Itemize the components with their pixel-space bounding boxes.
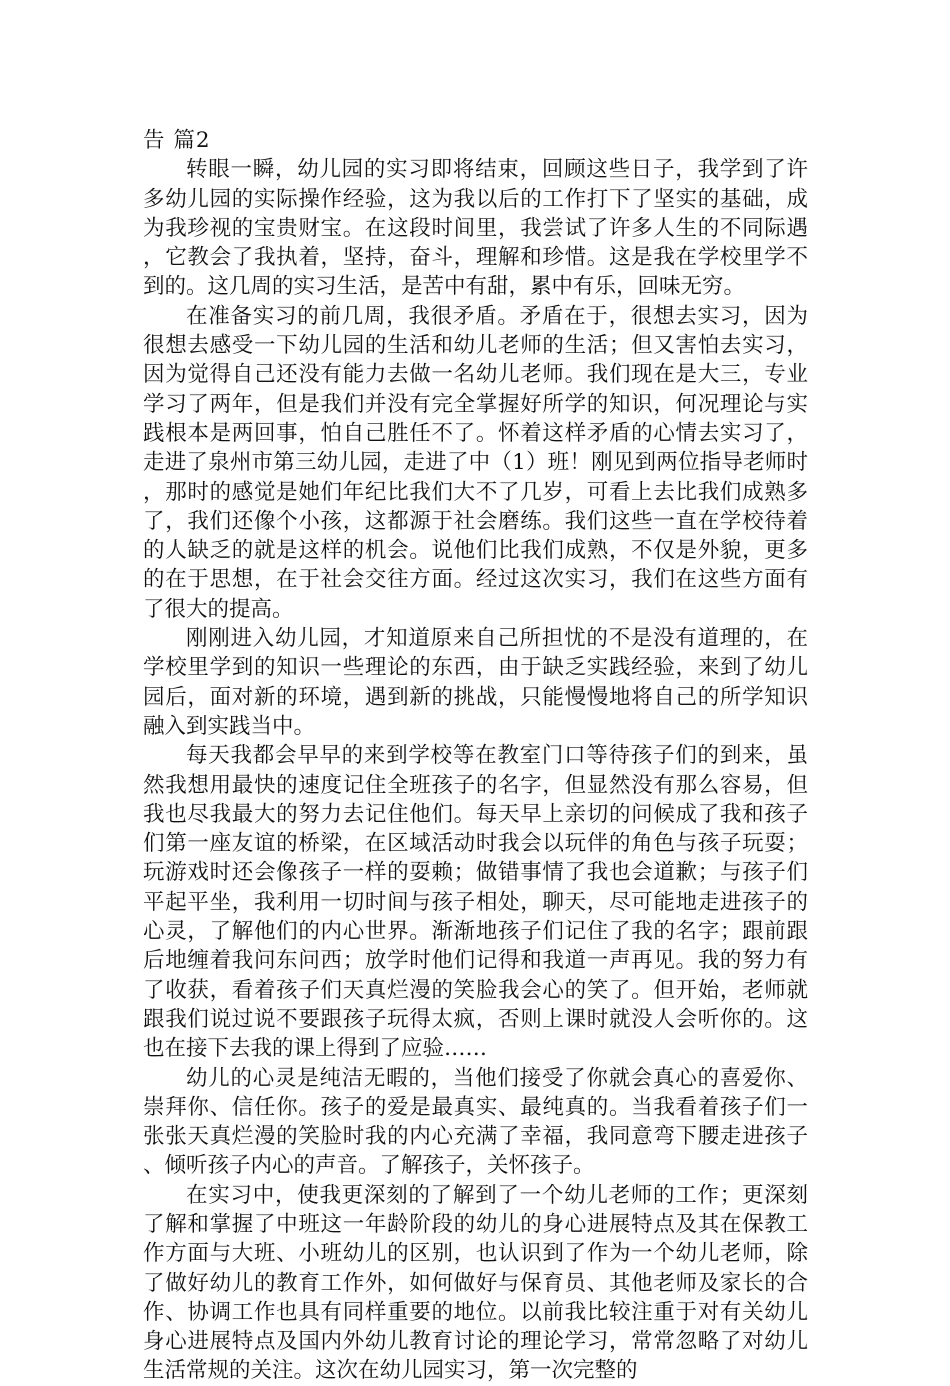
paragraph-5: 幼儿的心灵是纯洁无暇的，当他们接受了你就会真心的喜爱你、崇拜你、信任你。孩子的爱是最真实、最纯真的。当我看着孩子们一张张天真烂漫的笑脸时我的内心充满了幸福，我同意弯下腰走进孩子、倾听孩子内心的声音。了解孩子，关怀孩子。: [143, 1065, 808, 1179]
document-page: [143, 126, 808, 1386]
paragraph-3: 刚刚进入幼儿园，才知道原来自己所担忧的不是没有道理的，在学校里学到的知识一些理论的东西，由于缺乏实践经验，来到了幼儿园后，面对新的环境，遇到新的挑战，只能慢慢地将自己的所学知识融入到实践当中。: [143, 626, 808, 739]
paragraph-4: 每天我都会早早的来到学校等在教室门口等待孩子们的到来，虽然我想用最快的速度记住全班孩子的名字，但显然没有那么容易，但我也尽我最大的努力去记住他们。每天早上亲切的问候成了我和孩子们第一座友谊的桥梁，在区域活动时我会以玩伴的角色与孩子玩耍；玩游戏时还会像孩子一样的耍赖；做错事情了我也会道歉；与孩子们平起平坐，我利用一切时间与孩子相处，聊天，尽可能地走进孩子的心灵，了解他们的内心世界。渐渐地孩子们记住了我的名字；跟前跟后地缠着我问东问西；放学时他们记得和我道一声再见。我的努力有了收获，看着孩子们天真烂漫的笑脸我会心的笑了。但开始，老师就跟我们说过说不要跟孩子玩得太疯，否则上课时就没人会听你的。这也在接下去我的课上得到了应验……: [143, 743, 808, 1062]
section-heading: 告 篇2: [143, 128, 211, 153]
paragraph-6: 在实习中，使我更深刻的了解到了一个幼儿老师的工作；更深刻了解和掌握了中班这一年龄阶段的幼儿的身心进展特点及其在保教工作方面与大班、小班幼儿的区别，也认识到了作为一个幼儿老师，除了做好幼儿的教育工作外，如何做好与保育员、其他老师及家长的合作、协调工作也具有同样重要的地位。以前我比较注重于对有关幼儿身心进展特点及国内外幼儿教育讨论的理论学习，常常忽略了对幼儿生活常规的关注。这次在幼儿园实习，第一次完整的: [143, 1182, 808, 1384]
paragraph-1: 转眼一瞬，幼儿园的实习即将结束，回顾这些日子，我学到了许多幼儿园的实际操作经验，这为我以后的工作打下了坚实的基础，成为我珍视的宝贵财宝。在这段时间里，我尝试了许多人生的不同际遇，它教会了我执着，坚持，奋斗，理解和珍惜。这是我在学校里学不到的。这几周的实习生活，是苦中有甜，累中有乐，回味无穷。: [143, 157, 808, 300]
paragraph-2: 在准备实习的前几周，我很矛盾。矛盾在于，很想去实习，因为很想去感受一下幼儿园的生活和幼儿老师的生活；但又害怕去实习，因为觉得自己还没有能力去做一名幼儿老师。我们现在是大三，专业学习了两年，但是我们并没有完全掌握好所学的知识，何况理论与实践根本是两回事，怕自己胜任不了。怀着这样矛盾的心情去实习了，走进了泉州市第三幼儿园，走进了中（1）班！刚见到两位指导老师时，那时的感觉是她们年纪比我们大不了几岁，可看上去比我们成熟多了，我们还像个小孩，这都源于社会磨练。我们这些一直在学校待着的人缺乏的就是这样的机会。说他们比我们成熟，不仅是外貌，更多的在于思想，在于社会交往方面。经过这次实习，我们在这些方面有了很大的提高。: [143, 303, 808, 622]
